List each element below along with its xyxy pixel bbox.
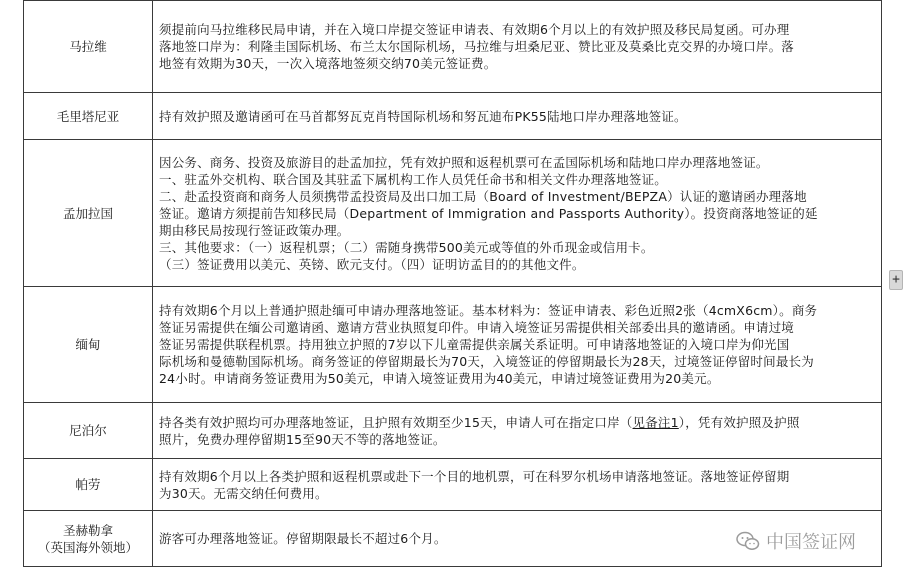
- country-cell: [24, 140, 153, 287]
- policy-cell: [153, 1, 882, 93]
- country-note: （英国海外领地）: [37, 539, 138, 555]
- country-name: 马拉维: [69, 39, 107, 54]
- policy-line: 一、驻孟外交机构、联合国及其驻孟下属机构工作人员凭任命书和相关文件办理落地签证。: [159, 171, 668, 187]
- policy-line: 签证另需提供在缅公司邀请函、邀请方营业执照复印件。申请入境签证另需提供相关部委出具的邀请函。申请过境: [159, 320, 795, 335]
- policy-line: 照片，免费办理停留期15至90天不等的落地签证。: [159, 431, 446, 447]
- policy-line: 落地签口岸为：利隆圭国际机场、布兰太尔国际机场，马拉维与坦桑尼亚、赞比亚及莫桑比克交界的办境口岸。落: [159, 39, 795, 54]
- policy-line: 须提前向马拉维移民局申请，并在入境口岸提交签证申请表、有效期6个月以上的有效护照及移民局复函。可办理: [159, 22, 790, 37]
- country-name: 毛里塔尼亚: [56, 108, 120, 124]
- policy-line: 签证。邀请方须提前告知移民局（Department of Immigration and Passports Authority）。投资商落地签证的延: [159, 205, 818, 221]
- policy-line: 因公务、商务、投资及旅游目的赴孟加拉，凭有效护照和返程机票可在孟国际机场和陆地口岸办理落地签证。: [159, 154, 769, 170]
- policy-line: 期由移民局按现行签证政策办理。: [159, 222, 350, 238]
- expand-side-button[interactable]: [889, 270, 903, 290]
- note-reference-link: 见备注1: [632, 414, 679, 430]
- policy-line: 地签有效期为30天，一次入境落地签须交纳70美元签证费。: [159, 56, 497, 71]
- watermark-text: 中国签证网: [766, 532, 856, 553]
- country-name: 尼泊尔: [69, 423, 107, 438]
- country-cell: [24, 511, 153, 567]
- policy-line: 签证另需提供联程机票。持用独立护照的7岁以下儿童需提供亲属关系证明。可申请落地签证的入境口岸为仰光国: [159, 337, 790, 352]
- country-cell: [24, 93, 153, 140]
- country-cell: [24, 287, 153, 403]
- table-row: [24, 287, 882, 403]
- policy-cell: [153, 459, 882, 511]
- country-cell: [24, 459, 153, 511]
- country-name: 圣赫勒拿: [62, 522, 113, 538]
- policy-cell: [153, 93, 882, 140]
- country-cell: [24, 403, 153, 459]
- policy-line: 持有效期6个月以上普通护照赴缅可申请办理落地签证。基本材料为：签证申请表、彩色近照2张（4cmX6cm）。商务: [159, 303, 818, 318]
- country-name: 帕劳: [75, 477, 101, 492]
- policy-cell: [153, 287, 882, 403]
- policy-line: （三）签证费用以美元、英镑、欧元支付。（四）证明访孟目的的其他文件。: [159, 256, 585, 272]
- policy-line: 持有效期6个月以上各类护照和返程机票或赴下一个目的地机票，可在科罗尔机场申请落地签证。落地签证停留期: [159, 468, 790, 484]
- wechat-icon: [736, 530, 760, 552]
- policy-line: 游客可办理落地签证。停留期限最长不超过6个月。: [159, 531, 447, 546]
- policy-line: 24小时。申请商务签证费用为50美元，申请入境签证费用为40美元，申请过境签证费用为20美元。: [159, 371, 720, 386]
- policy-cell: [153, 140, 882, 287]
- policy-line: 际机场和曼德勒国际机场。商务签证的停留期最长为70天，入境签证的停留期最长为28天，过境签证停留时间最长为: [159, 354, 814, 369]
- plus-icon: +: [892, 272, 900, 287]
- policy-line: 持有效护照及邀请函可在马首都努瓦克肖特国际机场和努瓦迪布PK55陆地口岸办理落地签证。: [159, 108, 687, 124]
- policy-line: 二、赴孟投资商和商务人员须携带孟投资局及出口加工局（Board of Investment/BEPZA）认证的邀请函办理落地: [159, 188, 807, 204]
- policy-line: 三、其他要求：（一）返程机票；（二）需随身携带500美元或等值的外币现金或信用卡。: [159, 239, 654, 255]
- visa-policy-table: [23, 0, 882, 567]
- watermark: [736, 528, 856, 554]
- policy-cell: [153, 403, 882, 459]
- table-row: [24, 140, 882, 287]
- country-cell: [24, 1, 153, 93]
- table-row: [24, 1, 882, 93]
- table-row: [24, 459, 882, 511]
- policy-line: 为30天。无需交纳任何费用。: [159, 485, 328, 501]
- table-row: [24, 403, 882, 459]
- policy-line: 持各类有效护照均可办理落地签证，且护照有效期至少15天，申请人可在指定口岸（见备注1），凭有效护照及护照: [159, 414, 800, 430]
- country-name: 缅甸: [75, 337, 101, 352]
- table-row: [24, 93, 882, 140]
- country-name: 孟加拉国: [62, 205, 113, 221]
